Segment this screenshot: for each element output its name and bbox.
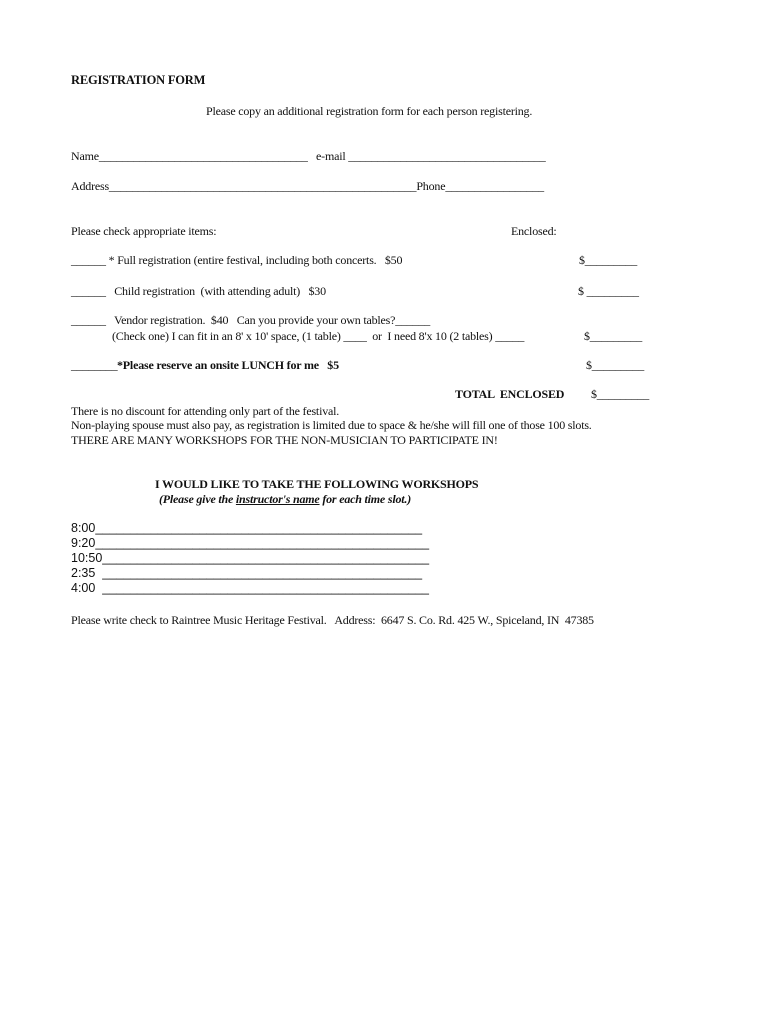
total-enclosed-label: TOTAL ENCLOSED [455, 387, 565, 401]
form-instruction: Please copy an additional registration form for each person registering. [206, 104, 533, 118]
full-registration-line: ______ * Full registration (entire festival, including both concerts. $50 [71, 253, 403, 267]
note-discount: There is no discount for attending only part of the festival. [71, 404, 340, 418]
workshops-sub-underlined: instructor's name [235, 492, 320, 506]
workshops-subheading [159, 492, 411, 506]
vendor-registration-amount: $_________ [584, 329, 643, 343]
form-title: REGISTRATION FORM [71, 73, 206, 87]
total-enclosed-amount: $_________ [591, 387, 650, 401]
lunch-amount: $_________ [586, 358, 645, 372]
lunch-blank: ________ [71, 358, 118, 372]
workshops-sub-after: for each time slot.) [319, 492, 411, 506]
workshop-slot-8-00: 8:00_______________________________________________ [71, 521, 423, 535]
workshop-slot-9-20: 9:20________________________________________________ [71, 536, 430, 550]
workshops-heading: I WOULD LIKE TO TAKE THE FOLLOWING WORKSHOPS [155, 477, 479, 491]
workshops-sub-before: (Please give the [159, 492, 236, 506]
note-workshops: THERE ARE MANY WORKSHOPS FOR THE NON-MUSICIAN TO PARTICIPATE IN! [71, 433, 498, 447]
note-spouse: Non-playing spouse must also pay, as registration is limited due to space & he/she will fill one of those 100 slots. [71, 418, 592, 432]
enclosed-label: Enclosed: [511, 224, 557, 238]
address-phone-line: Address_____________________________________________________Phone_________________ [71, 179, 544, 193]
vendor-registration-line: ______ Vendor registration. $40 Can you provide your own tables?______ [71, 313, 431, 327]
vendor-table-choice-line: (Check one) I can fit in an 8' x 10' space, (1 table) ____ or I need 8'x 10 (2 tables) _____ [112, 329, 525, 343]
child-registration-amount: $ _________ [578, 284, 639, 298]
child-registration-line: ______ Child registration (with attending adult) $30 [71, 284, 326, 298]
name-email-line: Name____________________________________ e-mail __________________________________ [71, 149, 546, 163]
workshop-slot-2-35: 2:35 ______________________________________________ [71, 566, 423, 580]
workshop-slot-10-50: 10:50_______________________________________________ [71, 551, 430, 565]
payment-instructions: Please write check to Raintree Music Heritage Festival. Address: 6647 S. Co. Rd. 425 W., Spiceland, IN 47385 [71, 613, 594, 627]
lunch-reservation-line: *Please reserve an onsite LUNCH for me $5 [117, 358, 339, 372]
full-registration-amount: $_________ [579, 253, 638, 267]
workshop-slot-4-00: 4:00 _______________________________________________ [71, 581, 430, 595]
check-items-label: Please check appropriate items: [71, 224, 217, 238]
